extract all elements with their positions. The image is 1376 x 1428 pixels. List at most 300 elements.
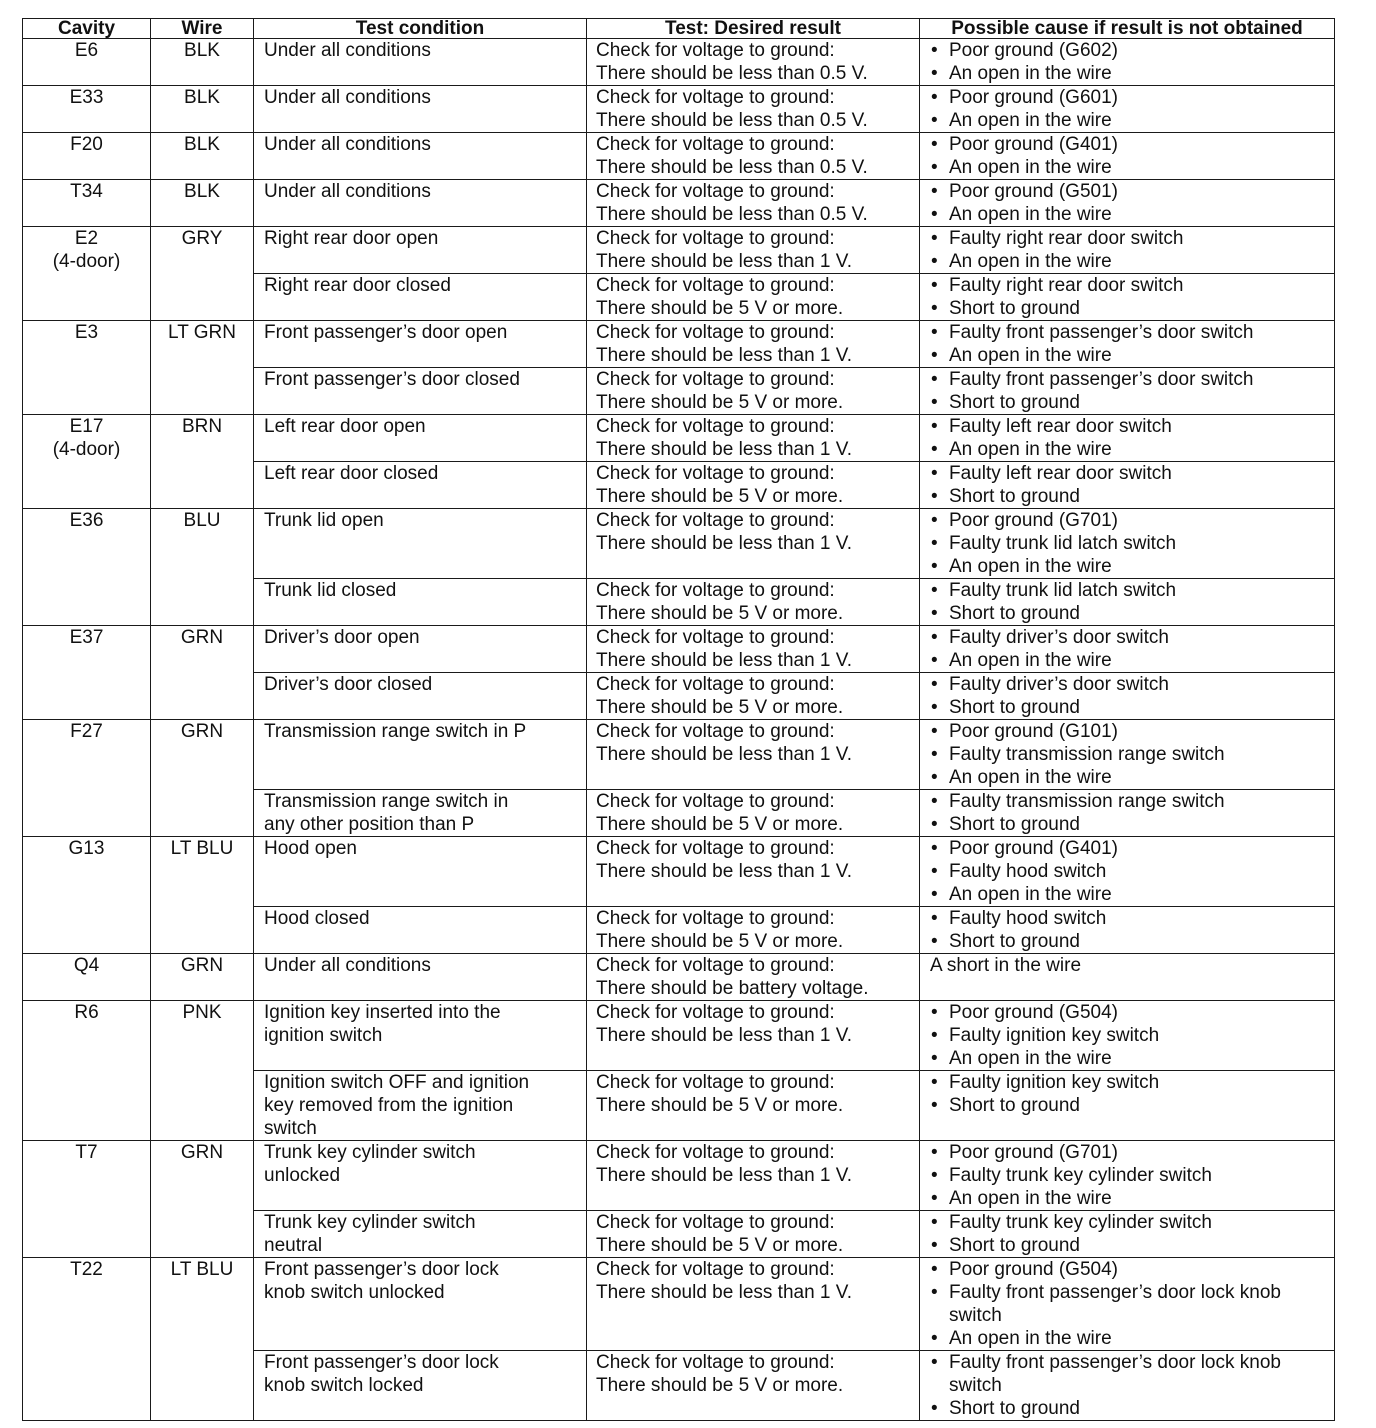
cause-item: • An open in the wire [930,203,1334,226]
desired-result-line: Check for voltage to ground: [596,275,835,296]
table-row [23,415,1335,462]
cavity-cell [23,321,151,415]
desired-result-line: There should be battery voltage. [596,978,869,999]
table-body [23,39,1335,1421]
cause-list [930,790,1334,836]
cause-item: • Poor ground (G101) [930,720,1334,743]
test-condition-line: Under all conditions [264,87,431,108]
possible-cause-cell [920,1351,1335,1421]
table-row [23,321,1335,368]
test-condition-line: Front passenger’s door lock [264,1259,499,1280]
cavity-label: R6 [74,1002,99,1023]
header-cavity: Cavity [23,19,151,39]
possible-cause-cell [920,1001,1335,1071]
table-row [23,720,1335,790]
possible-cause-cell [920,579,1335,626]
cause-item: • An open in the wire [930,344,1334,367]
desired-result-line: Check for voltage to ground: [596,580,835,601]
possible-cause-cell [920,673,1335,720]
cause-item: • Faulty hood switch [930,907,1334,930]
cause-item: • Short to ground [930,813,1334,836]
test-condition-cell [254,133,587,180]
desired-result-line: There should be less than 0.5 V. [596,157,868,178]
desired-result-cell [587,368,920,415]
cause-item: • An open in the wire [930,109,1334,132]
table-row [23,626,1335,673]
cavity-label: E6 [74,40,99,61]
cavity-cell [23,720,151,837]
possible-cause-cell [920,720,1335,790]
desired-result-line: Check for voltage to ground: [596,134,835,155]
desired-result-line: Check for voltage to ground: [596,1352,835,1373]
cavity-label: (4-door) [52,251,121,272]
cause-list [930,673,1334,719]
desired-result-cell [587,1351,920,1421]
wire-color-cell: BLK [151,180,254,227]
test-condition-cell [254,180,587,227]
cavity-cell [23,39,151,86]
desired-result-cell [587,790,920,837]
test-condition-cell [254,790,587,837]
cause-item: • Faulty transmission range switch [930,790,1334,813]
wire-color-cell: BLK [151,39,254,86]
possible-cause-cell [920,626,1335,673]
cause-item: • Faulty transmission range switch [930,743,1334,766]
desired-result-line: There should be less than 1 V. [596,744,852,765]
wire-color-cell: GRN [151,1141,254,1258]
table-row [23,954,1335,1001]
cause-item: • Poor ground (G501) [930,180,1334,203]
possible-cause-cell [920,1071,1335,1141]
cavity-cell [23,133,151,180]
test-condition-cell [254,673,587,720]
desired-result-cell [587,1258,920,1351]
wire-color-cell: GRY [151,227,254,321]
cavity-cell [23,227,151,321]
cause-list [930,368,1334,414]
test-condition-cell [254,1258,587,1351]
cause-list [930,321,1334,367]
desired-result-cell [587,133,920,180]
cavity-cell [23,1141,151,1258]
test-condition-line: Front passenger’s door lock [264,1352,499,1373]
desired-result-line: Check for voltage to ground: [596,838,835,859]
wire-color-cell: BRN [151,415,254,509]
test-condition-line: key removed from the ignition [264,1095,514,1116]
cause-item: • Faulty trunk lid latch switch [930,579,1334,602]
test-condition-line: Trunk lid closed [264,580,397,601]
test-condition-line: Ignition switch OFF and ignition [264,1072,530,1093]
cavity-cell [23,626,151,720]
desired-result-cell [587,579,920,626]
desired-result-line: Check for voltage to ground: [596,1142,835,1163]
test-condition-cell [254,509,587,579]
possible-cause-cell [920,462,1335,509]
header-row [23,19,1335,39]
cause-item: • Poor ground (G401) [930,837,1334,860]
possible-cause-cell [920,39,1335,86]
cause-item: • Faulty ignition key switch [930,1071,1334,1094]
table-row [23,509,1335,579]
possible-cause-cell [920,1258,1335,1351]
test-condition-cell [254,1351,587,1421]
table-row [23,1258,1335,1351]
possible-cause-cell [920,86,1335,133]
cause-list [930,462,1334,508]
cause-item: • Faulty left rear door switch [930,415,1334,438]
cavity-label: G13 [68,838,105,859]
cause-item: • An open in the wire [930,156,1334,179]
table-header [23,19,1335,39]
cause-list [930,954,1334,977]
cavity-cell [23,1001,151,1141]
desired-result-line: Check for voltage to ground: [596,322,835,343]
cause-item: • Faulty trunk lid latch switch [930,532,1334,555]
cause-item: • An open in the wire [930,250,1334,273]
cause-list [930,1211,1334,1257]
test-condition-line: Front passenger’s door open [264,322,508,343]
test-condition-cell [254,39,587,86]
test-condition-line: knob switch locked [264,1375,424,1396]
wire-color-cell: BLU [151,509,254,626]
desired-result-cell [587,227,920,274]
desired-result-line: Check for voltage to ground: [596,1259,835,1280]
cause-item: • Short to ground [930,1234,1334,1257]
desired-result-line: There should be 5 V or more. [596,697,844,718]
test-condition-cell [254,86,587,133]
test-condition-line: any other position than P [264,814,475,835]
desired-result-line: Check for voltage to ground: [596,463,835,484]
cause-item: • Faulty front passenger’s door lock knob switch [930,1351,1334,1397]
cause-list [930,1001,1334,1070]
desired-result-cell [587,1001,920,1071]
header-test-condition: Test condition [254,19,587,39]
desired-result-line: There should be 5 V or more. [596,1235,844,1256]
desired-result-line: There should be 5 V or more. [596,298,844,319]
cause-item: • Faulty right rear door switch [930,274,1334,297]
test-condition-cell [254,462,587,509]
cause-item: • Short to ground [930,297,1334,320]
desired-result-line: There should be less than 1 V. [596,861,852,882]
test-condition-line: ignition switch [264,1025,383,1046]
desired-result-line: There should be 5 V or more. [596,1095,844,1116]
desired-result-line: There should be less than 1 V. [596,533,852,554]
desired-result-line: Check for voltage to ground: [596,791,835,812]
cause-list [930,837,1334,906]
cause-list [930,1141,1334,1210]
cavity-cell [23,415,151,509]
wire-color-cell: GRN [151,954,254,1001]
cause-item: • Poor ground (G504) [930,1258,1334,1281]
test-condition-line: Right rear door open [264,228,439,249]
possible-cause-cell [920,837,1335,907]
cavity-cell [23,509,151,626]
cause-item: • Short to ground [930,1094,1334,1117]
cause-item: • An open in the wire [930,62,1334,85]
cavity-label: E2 [74,228,99,249]
test-condition-cell [254,626,587,673]
cavity-cell [23,1258,151,1421]
desired-result-cell [587,86,920,133]
desired-result-line: There should be 5 V or more. [596,486,844,507]
cause-list [930,720,1334,789]
cause-list [930,133,1334,179]
desired-result-cell [587,180,920,227]
desired-result-line: There should be 5 V or more. [596,1375,844,1396]
test-condition-line: Driver’s door open [264,627,420,648]
desired-result-line: There should be 5 V or more. [596,603,844,624]
possible-cause-cell [920,274,1335,321]
possible-cause-cell [920,368,1335,415]
header-possible-cause: Possible cause if result is not obtained [920,19,1335,39]
wire-color-cell: BLK [151,133,254,180]
cavity-label: E3 [74,322,99,343]
possible-cause-cell [920,907,1335,954]
cavity-cell [23,180,151,227]
desired-result-line: Check for voltage to ground: [596,955,835,976]
table-row [23,86,1335,133]
desired-result-line: Check for voltage to ground: [596,1072,835,1093]
cause-item: • Poor ground (G601) [930,86,1334,109]
test-condition-line: Transmission range switch in [264,791,509,812]
cavity-label: E17 [69,416,104,437]
diagnostic-table [22,18,1335,1421]
test-condition-cell [254,415,587,462]
cavity-label: T34 [70,181,103,202]
cause-item: • Faulty front passenger’s door lock knob switch [930,1281,1334,1327]
cavity-label: E37 [69,627,104,648]
cause-item: • Faulty ignition key switch [930,1024,1334,1047]
cavity-label: T22 [70,1259,103,1280]
table-row [23,227,1335,274]
cause-item: • Faulty left rear door switch [930,462,1334,485]
possible-cause-cell [920,415,1335,462]
test-condition-line: Trunk key cylinder switch [264,1142,476,1163]
cause-item: • An open in the wire [930,883,1334,906]
desired-result-line: There should be less than 1 V. [596,1025,852,1046]
wire-color-cell: BLK [151,86,254,133]
desired-result-cell [587,462,920,509]
desired-result-cell [587,321,920,368]
desired-result-line: Check for voltage to ground: [596,40,835,61]
test-condition-cell [254,368,587,415]
test-condition-line: Front passenger’s door closed [264,369,520,390]
cause-item: • An open in the wire [930,649,1334,672]
test-condition-line: neutral [264,1235,323,1256]
cause-item: • Faulty driver’s door switch [930,673,1334,696]
desired-result-line: There should be less than 1 V. [596,439,852,460]
table-row [23,133,1335,180]
desired-result-line: Check for voltage to ground: [596,1212,835,1233]
desired-result-line: Check for voltage to ground: [596,369,835,390]
test-condition-line: Driver’s door closed [264,674,433,695]
desired-result-line: There should be less than 1 V. [596,1165,852,1186]
desired-result-line: Check for voltage to ground: [596,87,835,108]
cause-item: • An open in the wire [930,438,1334,461]
wire-color-cell: LT GRN [151,321,254,415]
cause-item: A short in the wire [930,955,1082,976]
table-row [23,180,1335,227]
cause-item: • An open in the wire [930,1187,1334,1210]
desired-result-line: Check for voltage to ground: [596,181,835,202]
cause-list [930,1258,1334,1350]
header-wire: Wire [151,19,254,39]
cause-item: • Poor ground (G602) [930,39,1334,62]
desired-result-cell [587,274,920,321]
test-condition-line: Hood open [264,838,357,859]
cause-list [930,227,1334,273]
desired-result-cell [587,720,920,790]
test-condition-cell [254,1211,587,1258]
cause-list [930,1071,1334,1117]
desired-result-cell [587,1071,920,1141]
test-condition-line: Under all conditions [264,181,431,202]
cause-item: • Faulty front passenger’s door switch [930,321,1334,344]
cause-list [930,274,1334,320]
cause-list [930,415,1334,461]
test-condition-cell [254,720,587,790]
possible-cause-cell [920,133,1335,180]
desired-result-line: There should be less than 0.5 V. [596,204,868,225]
test-condition-line: knob switch unlocked [264,1282,445,1303]
cause-item: • Short to ground [930,391,1334,414]
table-row [23,1001,1335,1071]
desired-result-line: Check for voltage to ground: [596,721,835,742]
cause-item: • Faulty trunk key cylinder switch [930,1164,1334,1187]
possible-cause-cell [920,509,1335,579]
cause-item: • Faulty hood switch [930,860,1334,883]
desired-result-line: Check for voltage to ground: [596,1002,835,1023]
cause-item: • Poor ground (G401) [930,133,1334,156]
test-condition-line: Under all conditions [264,40,431,61]
desired-result-line: There should be less than 0.5 V. [596,110,868,131]
cavity-label: F27 [70,721,103,742]
possible-cause-cell [920,1211,1335,1258]
cavity-label: T7 [75,1142,98,1163]
test-condition-cell [254,954,587,1001]
desired-result-line: There should be less than 1 V. [596,345,852,366]
test-condition-cell [254,1141,587,1211]
cavity-label: E36 [69,510,104,531]
test-condition-cell [254,1071,587,1141]
header-desired-result: Test: Desired result [587,19,920,39]
test-condition-line: switch [264,1118,317,1139]
cause-item: • Short to ground [930,930,1334,953]
test-condition-cell [254,1001,587,1071]
cause-item: • Faulty trunk key cylinder switch [930,1211,1334,1234]
cavity-label: F20 [70,134,103,155]
wire-color-cell: GRN [151,720,254,837]
cause-list [930,39,1334,85]
cause-item: • Poor ground (G701) [930,509,1334,532]
desired-result-cell [587,415,920,462]
test-condition-line: Trunk lid open [264,510,384,531]
cause-item: • An open in the wire [930,1327,1334,1350]
desired-result-line: There should be 5 V or more. [596,931,844,952]
test-condition-line: unlocked [264,1165,341,1186]
desired-result-cell [587,626,920,673]
desired-result-cell [587,39,920,86]
test-condition-cell [254,837,587,907]
wire-color-cell: PNK [151,1001,254,1141]
desired-result-line: Check for voltage to ground: [596,510,835,531]
desired-result-cell [587,1211,920,1258]
desired-result-cell [587,1141,920,1211]
test-condition-line: Left rear door closed [264,463,439,484]
cause-item: • Faulty right rear door switch [930,227,1334,250]
test-condition-line: Under all conditions [264,955,431,976]
cavity-label: (4-door) [52,439,121,460]
test-condition-line: Transmission range switch in P [264,721,527,742]
cause-list [930,907,1334,953]
possible-cause-cell [920,227,1335,274]
test-condition-line: Ignition key inserted into the [264,1002,501,1023]
test-condition-line: Trunk key cylinder switch [264,1212,476,1233]
cause-item: • Faulty front passenger’s door switch [930,368,1334,391]
desired-result-line: Check for voltage to ground: [596,674,835,695]
cavity-label: Q4 [73,955,100,976]
cause-list [930,1351,1334,1420]
cause-item: • Short to ground [930,485,1334,508]
desired-result-line: There should be less than 1 V. [596,650,852,671]
cause-item: • Poor ground (G701) [930,1141,1334,1164]
table-row [23,39,1335,86]
cavity-cell [23,837,151,954]
cause-item: • An open in the wire [930,766,1334,789]
desired-result-line: Check for voltage to ground: [596,627,835,648]
cause-list [930,579,1334,625]
wire-color-cell: LT BLU [151,837,254,954]
test-condition-cell [254,907,587,954]
test-condition-cell [254,227,587,274]
cause-list [930,86,1334,132]
possible-cause-cell [920,180,1335,227]
desired-result-line: There should be less than 0.5 V. [596,63,868,84]
desired-result-cell [587,509,920,579]
desired-result-line: There should be 5 V or more. [596,392,844,413]
table-row [23,1141,1335,1211]
desired-result-line: Check for voltage to ground: [596,228,835,249]
cavity-cell [23,86,151,133]
desired-result-cell [587,837,920,907]
cause-item: • An open in the wire [930,1047,1334,1070]
cavity-label: E33 [69,87,104,108]
cause-item: • Short to ground [930,1397,1334,1420]
desired-result-line: There should be 5 V or more. [596,814,844,835]
desired-result-cell [587,907,920,954]
test-condition-line: Left rear door open [264,416,426,437]
possible-cause-cell [920,790,1335,837]
wire-color-cell: GRN [151,626,254,720]
cause-item: • Poor ground (G504) [930,1001,1334,1024]
possible-cause-cell [920,954,1335,1001]
wire-color-cell: LT BLU [151,1258,254,1421]
test-condition-cell [254,274,587,321]
cause-list [930,509,1334,578]
possible-cause-cell [920,1141,1335,1211]
test-condition-line: Hood closed [264,908,370,929]
test-condition-cell [254,579,587,626]
test-condition-line: Right rear door closed [264,275,451,296]
cause-list [930,626,1334,672]
desired-result-cell [587,954,920,1001]
test-condition-line: Under all conditions [264,134,431,155]
cause-item: • Short to ground [930,602,1334,625]
cause-item: • An open in the wire [930,555,1334,578]
table-row [23,837,1335,907]
desired-result-line: There should be less than 1 V. [596,1282,852,1303]
cavity-cell [23,954,151,1001]
